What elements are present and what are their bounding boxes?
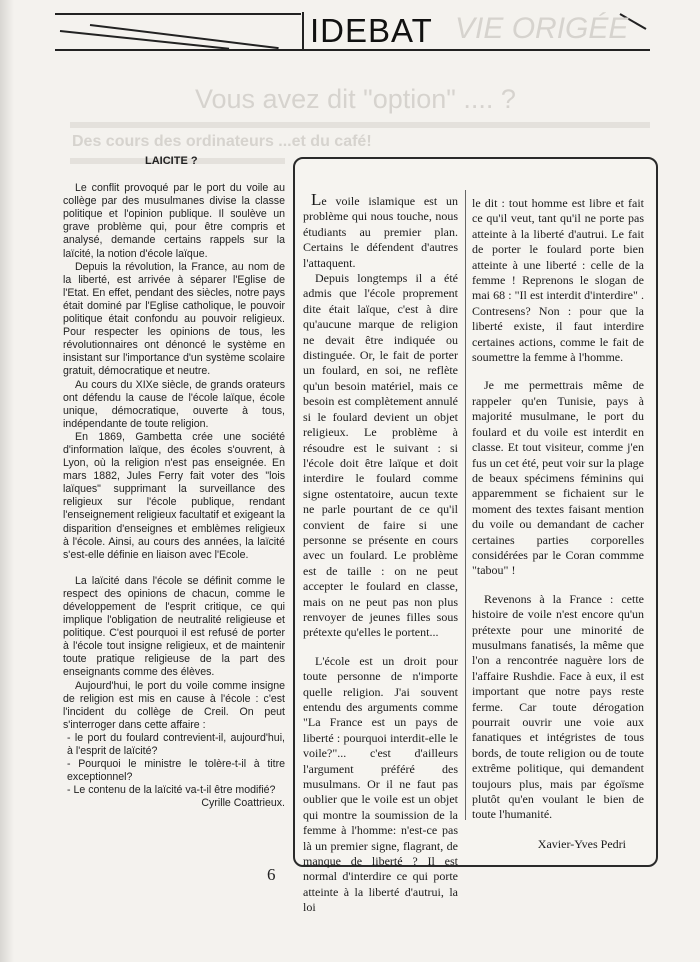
- mid-paragraph: L'école est un droit pour toute personne de n'importe quelle religion. J'ai souvent entendu des arguments comme "La France est un pays de liberté : pourquoi interdit-elle le voile?"... c'est d'ailleurs l'argument préféré des musulmans. Or il ne faut pas oublier que le voile est un objet qui montre la soumission de la femme à l'homme: n'est-ce pas là un premier signe, flagrant, de manque de liberté ? Il est normal d'interdire ce qui porte atteinte à la liberté d'autrui, la loi: [303, 653, 458, 915]
- left-author: Cyrille Coattrieux.: [201, 797, 285, 810]
- right-paragraph: Je me permettrais même de rappeler qu'en Tunisie, pays à majorité musulmane, le port du foulard et du voile est interdit en classe. Et tout visiteur, comme j'en fus un cet été, peut voir sur la plage de beaux spécimens féminins qui apparemment se fichaient sur le moment des textes faisant mention du voile ou demandant de cacher certaines parties corporelles considérées par le Coran commme "tabou" !: [472, 378, 644, 578]
- left-article: [63, 155, 285, 815]
- bleed-heading: Vous avez dit "option" .... ?: [195, 84, 516, 114]
- question-item: - le port du foulard contrevient-il, aujourd'hui, à l'esprit de laïcité?: [67, 731, 285, 758]
- mid-paragraph-text: e voile islamique est un problème qui nous touche, nous étudiants au premier plan. Certains le défendent d'autres l'attaquent.: [303, 194, 458, 270]
- right-paragraph: le dit : tout homme est libre et fait ce qu'il veut, tant qu'il ne porte pas atteinte à la liberté d'autrui. Le fait de porter le foulard porte bien atteinte à une liberté : celle de la femme ! Reprenons le slogan de mai 68 : "Il est interdit d'interdire" . Contresens? Non : pour que la liberté existe, il faut interdire certaines actions, comme le fait de soumettre la femme à l'homme.: [472, 196, 644, 365]
- left-paragraph: Au cours du XIXe siècle, de grands orateurs ont défendu la cause de l'école laïque, école unique, démocratique, ouverte à tous, indépendante de toute religion.: [63, 378, 285, 430]
- mid-paragraph: Depuis longtemps il a été admis que l'école proprement dite était laïque, c'est à dire qu'aucune marque de religion ne devait être indiquée ou distinguée. Or, le fait de porter un foulard, en soi, ne reflète qu'un besoin matériel, mais ce besoin est complètement annulé si le foulard devient un objet religieux. Le problème à résoudre est le suivant : si l'école doit être laïque et doit interdire le foulard comme signe ostentatoire, aucun texte ne parle pourtant de ce qu'il convient de faire si une personne se présente en cours avec un foulard. Le problème est de taille : on ne peut accepter le foulard en classe, mais on ne peut pas non plus renvoyer de jeunes filles sous prétexte qu'elles le portent...: [303, 271, 458, 640]
- question-item: - Le contenu de la laïcité va-t-il être modifié?: [67, 784, 276, 797]
- page-number: 6: [267, 865, 276, 884]
- right-paragraph: Revenons à la France : cette histoire de voile n'est encore qu'un prétexte pour une minorité de musulmans fanatisés, la même que l'on a rencontrée naguère lors de l'affaire Rushdie. Face à eux, il est important que notre pays reste ferme. Car toute dérogation pourrait ouvrir une voie aux fanatiques et intégristes de tous bords, de toute religion ou de toute extrême politique, qui demandent toujours plus, mais par égoïsme plutôt qu'en voulant le bien de toute l'humanité.: [472, 591, 644, 822]
- page-edge-shadow: [0, 0, 14, 962]
- drop-letter: L: [311, 190, 322, 209]
- article-heading: LAICITE ?: [145, 155, 198, 167]
- boxed-article-column-1: [303, 192, 458, 916]
- left-paragraph: La laïcité dans l'école se définit comme le respect des opinions de chacun, comme le développement de l'esprit critique, ce qui implique l'obligation de neutralité religieuse et politique. C'est pourquoi il est refusé de porter à l'école tout insigne religieux, et de maintenir toute pratique religieuse de la part des enseignants comme des élèves.: [63, 574, 285, 679]
- boxed-article-column-2: [472, 196, 644, 852]
- bleed-masthead: VIE ORIGÉE: [455, 12, 629, 45]
- bleed-line: [70, 122, 650, 128]
- question-item: - Pourquoi le ministre le tolère-t-il à titre exceptionnel?: [67, 758, 285, 784]
- left-paragraph: Aujourd'hui, le port du voile comme insigne de religion est mis en cause à l'école : c'est l'incident du collège de Creil. On peut s'interroger dans cette affaire :: [63, 679, 285, 731]
- column-divider: [465, 190, 466, 820]
- left-paragraph: Depuis la révolution, la France, au nom de la liberté, est arrivée à séparer l'Eglise de l'Etat. En effet, pendant des siècles, notre pays était dominé par l'Eglise catholique, le pouvoir politique était confondu au pouvoir religieux. Pour respecter les opinions de tous, les révolutionnaires ont dénoncé le système en insistant sur l'importance d'un système scolaire gratuit, démocratique et neutre.: [63, 260, 285, 378]
- left-paragraph: En 1869, Gambetta crée une société d'information laïque, des écoles s'ouvrent, à Lyon, où la religion n'est pas enseignée. En mars 1882, Jules Ferry fait voter des "lois laïques" supprimant la surveillance des religieux sur l'école publique, rendant l'enseignement religieux facultatif et exigeant la disparition d'enseignes et emblèmes religieux à l'école. Ainsi, au cours des années, la laïcité s'est-elle définie en liaison avec l'Ecole.: [63, 430, 285, 561]
- page-title: IDEBAT: [302, 12, 452, 50]
- boxed-author: Xavier-Yves Pedri: [537, 836, 626, 851]
- mid-paragraph: [303, 192, 458, 271]
- header-rule-top: [55, 13, 301, 15]
- bleed-subheading: Des cours des ordinateurs ...et du café!: [72, 133, 372, 150]
- left-paragraph: Le conflit provoqué par le port du voile au collège par des musulmanes divise la classe politique et l'opinion publique. Il soulève un grave problème qui, pour être compris et analysé, demande certains rappels sur la laïcité, la notion d'école laïque.: [63, 182, 285, 260]
